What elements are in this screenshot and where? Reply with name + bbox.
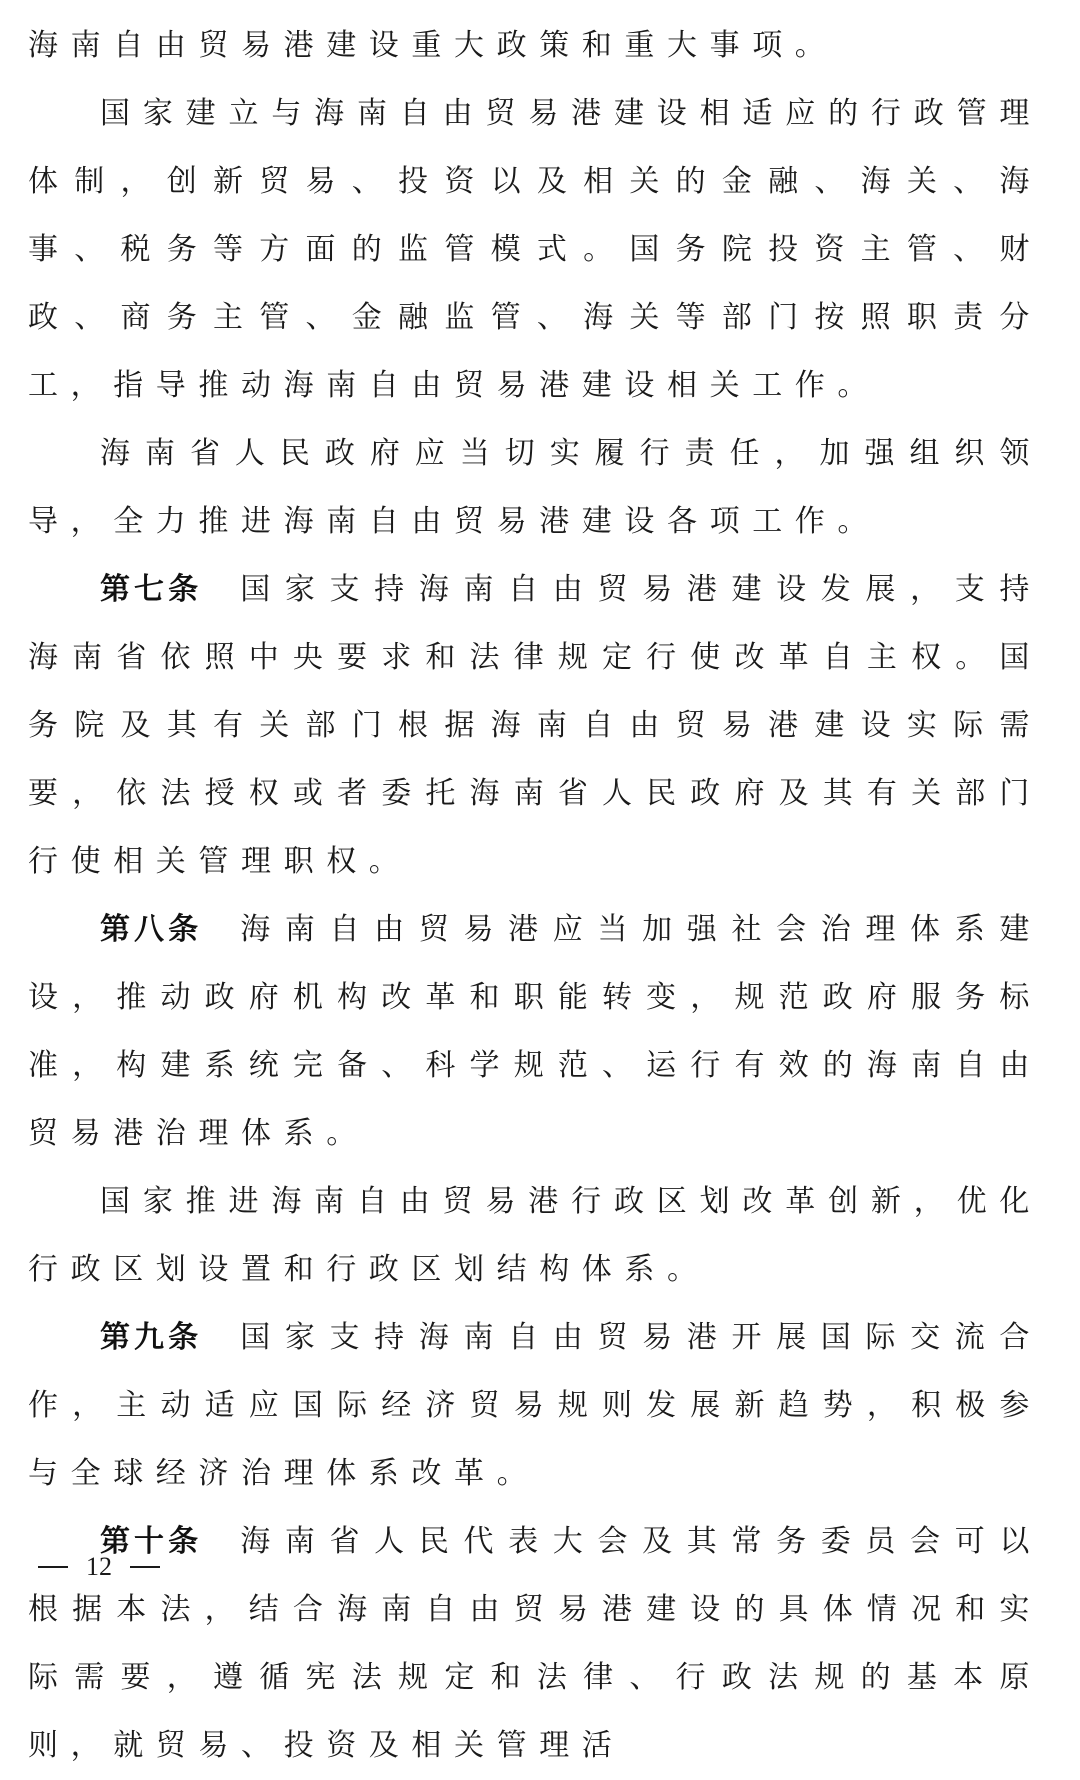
paragraph-text: 海南自由贸易港建设重大政策和重大事项。 [28,28,838,63]
article-number: 第十条 [100,1524,203,1559]
paragraph-text: 国家支持海南自由贸易港开展国际交流合作，主动适应国际经济贸易规则发展新趋势，积极参与全球经济治理体系改革。 [28,1320,1042,1491]
paragraph-text: 国家推进海南自由贸易港行政区划改革创新，优化行政区划设置和行政区划结构体系。 [28,1184,1042,1287]
article-paragraph [28,556,1042,896]
article-number: 第七条 [100,572,203,607]
page-footer [38,1552,160,1582]
paragraph-text: 海南省人民政府应当切实履行责任，加强组织领导，全力推进海南自由贸易港建设各项工作。 [28,436,1042,539]
footer-dash-right [130,1566,160,1568]
paragraph [28,12,1042,80]
paragraph-text: 国家建立与海南自由贸易港建设相适应的行政管理体制，创新贸易、投资以及相关的金融、海关、海事、税务等方面的监管模式。国务院投资主管、财政、商务主管、金融监管、海关等部门按照职责分工，指导推动海南自由贸易港建设相关工作。 [28,96,1042,403]
document-body [28,12,1042,1780]
article-number: 第九条 [100,1320,203,1355]
article-paragraph [28,896,1042,1168]
paragraph [28,1168,1042,1304]
footer-dash-left [38,1566,68,1568]
article-number: 第八条 [100,912,203,947]
paragraph [28,80,1042,420]
article-paragraph [28,1508,1042,1780]
paragraph-text: 海南省人民代表大会及其常务委员会可以根据本法，结合海南自由贸易港建设的具体情况和实际需要，遵循宪法规定和法律、行政法规的基本原则，就贸易、投资及相关管理活 [28,1524,1042,1763]
paragraph-text: 海南自由贸易港应当加强社会治理体系建设，推动政府机构改革和职能转变，规范政府服务标准，构建系统完备、科学规范、运行有效的海南自由贸易港治理体系。 [28,912,1042,1151]
paragraph [28,420,1042,556]
article-paragraph [28,1304,1042,1508]
page-number: 12 [86,1552,112,1581]
paragraph-text: 国家支持海南自由贸易港建设发展，支持海南省依照中央要求和法律规定行使改革自主权。国务院及其有关部门根据海南自由贸易港建设实际需要，依法授权或者委托海南省人民政府及其有关部门行使相关管理职权。 [28,572,1042,879]
